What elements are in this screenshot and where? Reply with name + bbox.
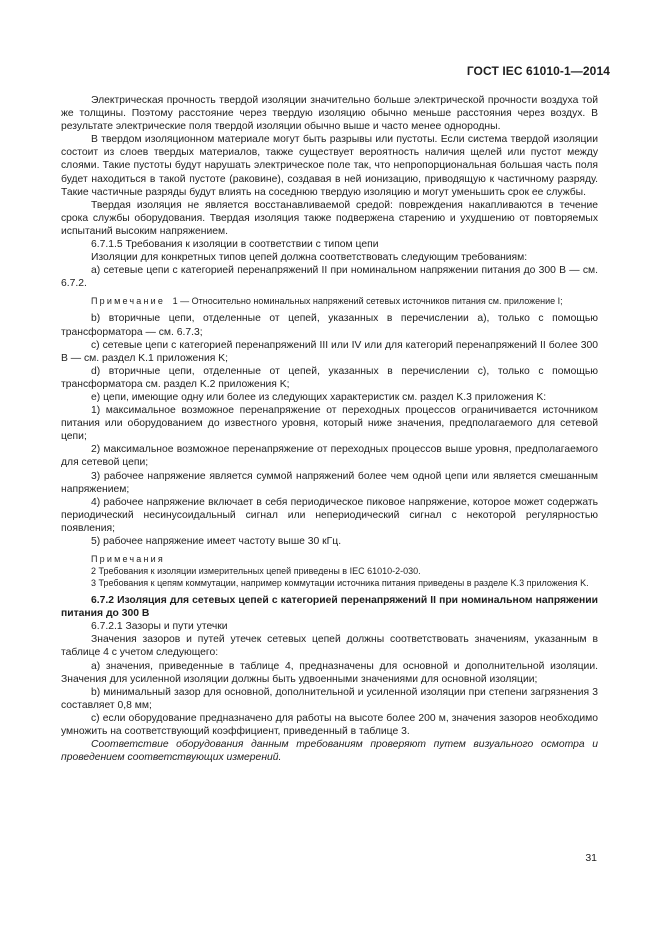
paragraph: Изоляции для конкретных типов цепей должна соответствовать следующим требованиям: xyxy=(91,252,528,264)
list-item: c) если оборудование предназначено для работы на высоте более 200 м, значения зазоров необходимо умножить на соответствующий коэффициент, приведенный в таблице 3. xyxy=(61,712,598,738)
paragraph: Твердая изоляция не является восстанавливаемой средой: повреждения накапливаются в течение срока службы оборудования. Твердая изоляция также подвержена старению и ухудшению от повторяемых испытаний высоким напряжением. xyxy=(61,199,598,237)
note-item: 2 Требования к изоляции измерительных цепей приведены в IEC 61010-2-030. xyxy=(91,566,421,577)
compliance-statement: Соответствие оборудования данным требованиям проверяют путем визуального осмотра и проведением соответствующих измерений. xyxy=(61,739,598,764)
list-item: a) значения, приведенные в таблице 4, предназначены для основной и дополнительной изоляции. Значения для усиленной изоляции должны быть удвоенными значениями для основной изоляции; xyxy=(61,660,598,685)
list-item: 3) рабочее напряжение является суммой напряжений более чем одной цепи или является смешанным напряжением; xyxy=(61,470,598,495)
document-body xyxy=(61,94,598,764)
list-item: c) сетевые цепи с категорией перенапряжений III или IV или для категорий перенапряжений II более 300 В — см. раздел K.1 приложения K; xyxy=(61,339,598,364)
list-item: e) цепи, имеющие одну или более из следующих характеристик см. раздел K.3 приложения K: xyxy=(91,391,547,403)
notes-label: Примечания xyxy=(91,554,165,565)
subsection-heading: 6.7.2.1 Зазоры и пути утечки xyxy=(91,621,228,633)
note-text: 1 — Относительно номинальных напряжений сетевых источников питания см. приложение I; xyxy=(172,296,563,307)
list-item: a) сетевые цепи с категорией перенапряжений II при номинальном напряжении питания до 300 В — см. 6.7.2. xyxy=(61,265,598,290)
list-item: 4) рабочее напряжение включает в себя периодическое пиковое напряжение, которое может содержать периодический несинусоидальный сигнал или непериодический сигнал с некоторой регулярностью появления; xyxy=(61,496,598,534)
paragraph: Электрическая прочность твердой изоляции значительно больше электрической прочности воздуха той же толщины. Поэтому расстояние через твердую изоляцию обычно меньше расстояния через воздух. В результате электрические поля твердой изоляции обычно выше и часто менее однородны. xyxy=(61,95,598,133)
note xyxy=(61,295,598,307)
list-item: 2) максимальное возможное перенапряжение от переходных процессов выше уровня, предполагаемого для сетевой цепи; xyxy=(61,444,598,469)
list-item: b) вторичные цепи, отделенные от цепей, указанных в перечислении a), только с помощью трансформатора — см. 6.7.3; xyxy=(61,313,598,338)
section-heading: 6.7.2 Изоляция для сетевых цепей с категорией перенапряжений II при номинальном напряжении питания до 300 В xyxy=(61,595,598,620)
document-header: ГОСТ IEC 61010-1—2014 xyxy=(466,64,610,78)
clause-heading: 6.7.1.5 Требования к изоляции в соответствии с типом цепи xyxy=(91,239,379,251)
list-item: d) вторичные цепи, отделенные от цепей, указанных в перечислении c), только с помощью трансформатора см. раздел K.2 приложения K; xyxy=(61,365,598,390)
list-item: 1) максимальное возможное перенапряжение от переходных процессов ограничивается источником питания или оборудованием до известного уровня, который ниже значения, предполагаемого для сетевой цепи; xyxy=(61,405,598,443)
list-item: 5) рабочее напряжение имеет частоту выше 30 кГц. xyxy=(91,536,342,547)
list-item: b) минимальный зазор для основной, дополнительной и усиленной изоляции при степени загрязнения 3 составляет 0,8 мм; xyxy=(61,686,598,711)
page-number: 31 xyxy=(585,852,597,864)
note-item: 3 Требования к цепям коммутации, например коммутации источника питания приведены в разделе K.3 приложения K. xyxy=(91,578,589,589)
paragraph: Значения зазоров и путей утечек сетевых цепей должны соответствовать значениям, указанным в таблице 4 с учетом следующего: xyxy=(61,634,598,659)
paragraph: В твердом изоляционном материале могут быть разрывы или пустоты. Если система твердой изоляции состоит из слоев твердых материалов, также существует вероятность наличия щелей или пустот между слоями. Такие пустоты будут нарушать электрическое поле так, что непропорциональная большая часть поля будет находиться в такой пустоте (раковине), создавая в ней ионизацию, приводящую к частичному разряду. Такие частичные разряды будут влиять на соседнюю твердую изоляцию и могут уменьшить срок ее службы. xyxy=(61,134,598,198)
note-label: Примечание xyxy=(91,296,166,307)
